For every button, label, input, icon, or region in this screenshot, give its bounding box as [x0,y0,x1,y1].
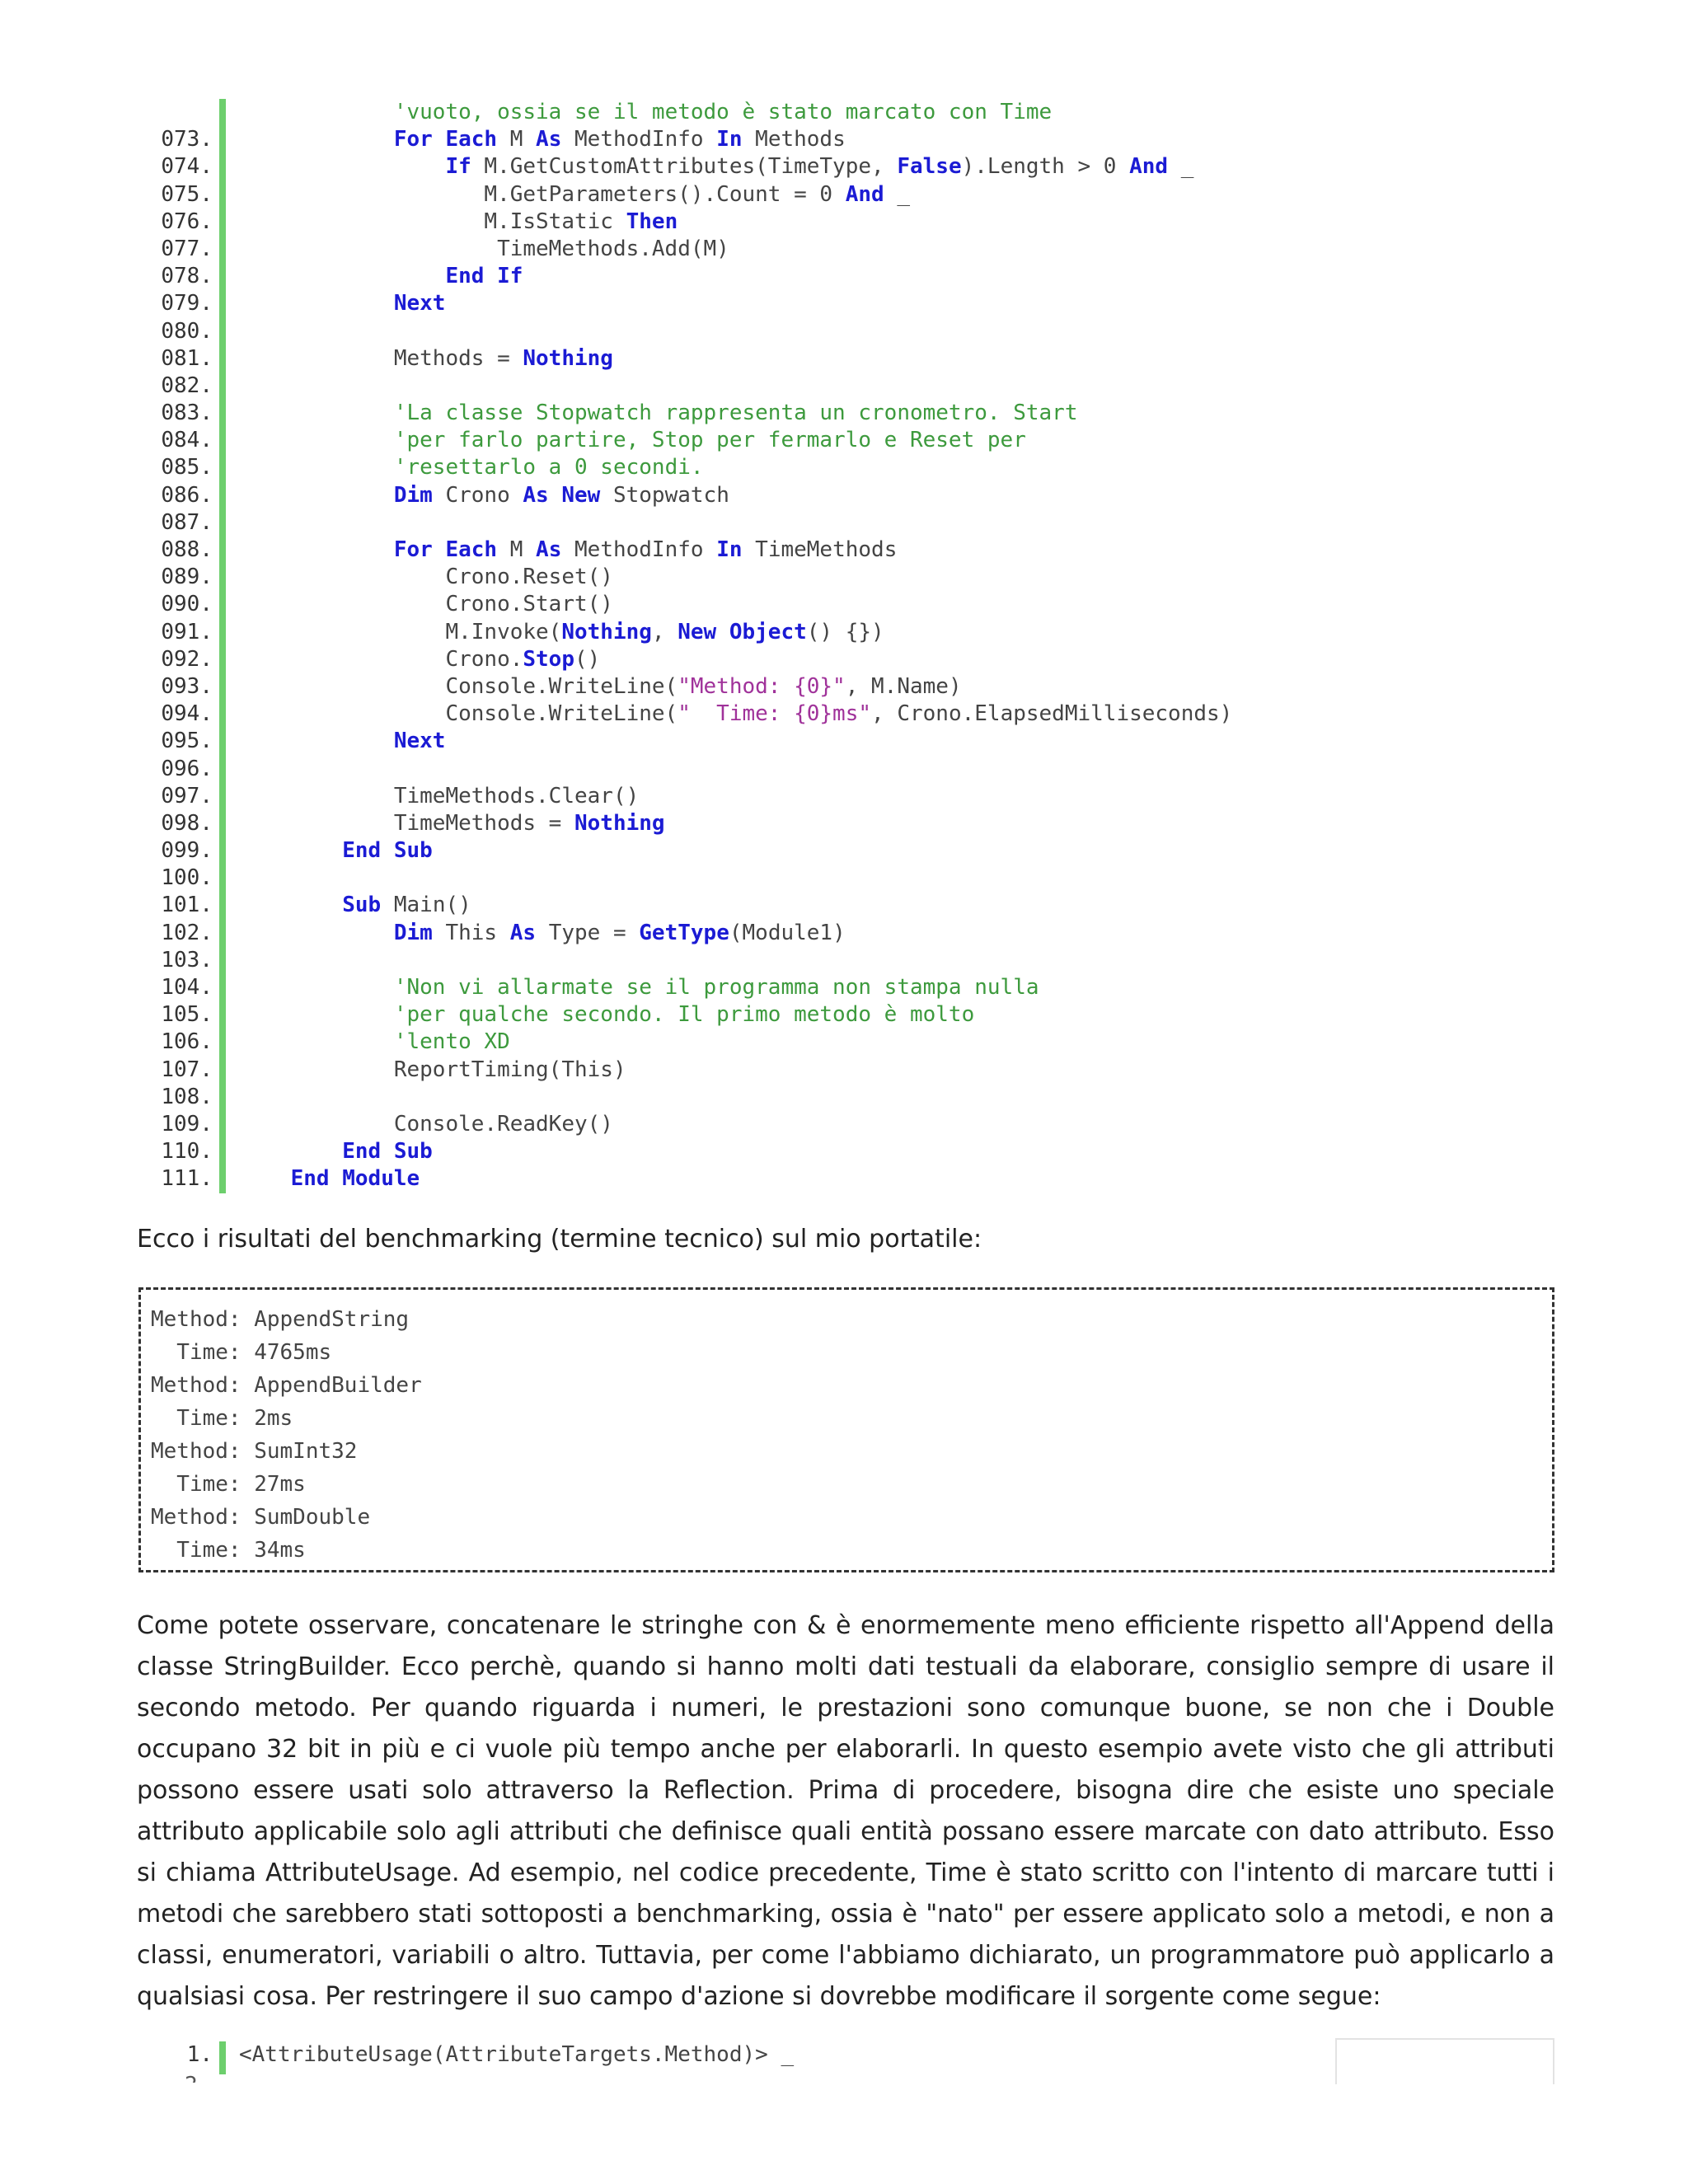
code-line [239,564,613,591]
code-line [239,810,665,837]
code-comment: 'per qualche secondo. Il primo metodo è molto [393,1002,975,1028]
code-line-row [124,345,1566,373]
code-text: MethodInfo [561,127,717,152]
code-line [239,400,1077,427]
code-line [239,1138,433,1165]
code-keyword: Dim [393,920,433,945]
line-number: 076. [161,209,213,234]
code-text [239,838,342,863]
code-text [239,537,394,562]
code-line-row [124,126,1566,153]
code-text [239,401,394,425]
code-text: , [651,619,678,644]
code-comment: 'lento XD [393,1029,510,1055]
code-line-row [124,181,1566,209]
line-number: 077. [161,236,213,261]
code-text: ).Length > 0 [961,154,1130,180]
code-keyword: And [1129,154,1169,180]
line-number: 1. [186,2042,213,2067]
line-number: 079. [161,291,213,316]
code-keyword: End Sub [342,838,433,864]
code-line [239,236,729,263]
code-line-row [124,1084,1566,1111]
line-number: 096. [161,756,213,781]
code-string: " Time: {0}ms" [678,701,872,727]
code-text [239,921,394,945]
code-line-row [124,482,1566,509]
line-number: 085. [161,455,213,480]
line-number: 075. [161,181,213,207]
code-text: ReportTiming(This) [239,1057,626,1082]
code-string: "Method: {0}" [678,673,846,699]
code-line [239,1165,420,1193]
line-number: 091. [161,619,213,644]
code-text: Crono.Start() [239,592,613,617]
code-line-row [124,837,1566,865]
page-corner-frame [1335,2038,1554,2084]
line-number: 090. [161,592,213,617]
code-line-row [124,236,1566,263]
line-number: 106. [161,1029,213,1055]
code-line [239,263,523,290]
line-number: 092. [161,646,213,672]
code-text [239,1139,342,1164]
code-line-row [124,619,1566,646]
line-number: 109. [161,1111,213,1137]
code-line [239,1029,510,1056]
code-comment: 'resettarlo a 0 secondi. [393,455,704,480]
line-number: 081. [161,345,213,371]
code-line [239,99,1052,126]
code-keyword: In [716,537,743,562]
code-line-row [124,1111,1566,1138]
output-line: Method: AppendString [151,1307,410,1332]
code-text: M [497,537,537,562]
line-number: 111. [161,1166,213,1192]
code-text [239,1166,291,1191]
code-keyword: Nothing [523,345,613,371]
code-keyword: GetType [639,920,729,945]
code-keyword: Stop [523,646,574,672]
code-line [239,209,678,236]
code-text: Type = [536,920,640,945]
code-text [239,483,394,508]
code-text: MethodInfo [561,537,717,562]
code-line [239,290,445,317]
output-line: Time: 27ms [151,1472,306,1497]
code-line-row [124,564,1566,591]
output-line: Method: SumDouble [151,1505,371,1530]
code-line-row [124,1057,1566,1084]
code-line [239,974,1039,1001]
code-text: M.IsStatic [239,209,626,234]
code-keyword: As [536,127,562,152]
code-line [239,892,471,919]
code-line-row [124,646,1566,673]
code-line-row [124,974,1566,1001]
code-keyword: Next [393,291,446,316]
code-line-row [124,318,1566,345]
code-keyword: End Sub [342,1139,433,1165]
code-line [239,427,1026,454]
code-text [239,1002,394,1027]
code-line-row [124,209,1566,236]
code-text: Crono. [239,646,523,672]
code-line-row [124,509,1566,537]
code-line [239,181,910,209]
code-keyword: End Module [290,1166,420,1192]
code-text: TimeMethods = [239,810,574,836]
line-number: 086. [161,482,213,508]
code-line [239,537,897,564]
code-keyword: Nothing [561,619,652,644]
code-keyword: Dim [393,482,433,508]
line-number: 110. [161,1139,213,1165]
code-line [239,1001,974,1029]
code-line [239,345,613,373]
code-line [239,454,704,481]
code-line-row [124,400,1566,427]
code-keyword: For Each [393,537,498,562]
code-line [239,619,884,646]
code-comment: 'Non vi allarmate se il programma non stampa nulla [393,975,1039,1000]
code-text: , Crono.ElapsedMilliseconds) [871,701,1233,727]
line-number: 104. [161,975,213,1000]
line-number: 083. [161,401,213,426]
code-text [239,428,394,452]
code-text: () {}) [806,619,884,644]
body-paragraph: Come potete osservare, concatenare le stringhe con & è enormemente meno efficiente rispetto all'Append della classe StringBuilder. Ecco perchè, quando si hanno molti dati testuali da elaborare, consiglio sempre di usare il secondo metodo. Per quando riguarda i numeri, le prestazioni sono comunque buone, se non che i Double occupano 32 bit in più e ci vuole più tempo anche per elaborarli. In questo esempio avete visto che gli attributi possono essere usati solo attraverso la Reflection. Prima di procedere, bisogna dire che esiste uno speciale attributo applicabile solo agli attributi che definisce quali entità possano essere marcate con dato attributo. Esso si chiama AttributeUsage. Ad esempio, nel codice precedente, Time è stato scritto con l'intento di marcare tutti i metodi che sarebbero stati sottoposti a benchmarking, ossia è "nato" per essere applicato solo a metodi, e non a classi, enumeratori, variabili o altro. Tuttavia, per come l'abbiamo dichiarato, un programmatore può applicarlo a qualsiasi cosa. Per restringere il suo campo d'azione si dovrebbe modificare il sorgente come segue: [137,1611,1554,2011]
results-intro-text: Ecco i risultati del benchmarking (termine tecnico) sul mio portatile: [137,1225,982,1254]
code-text: Crono.Reset() [239,565,613,590]
code-line [239,1057,626,1084]
code-text [239,975,394,1000]
code-line [239,591,613,618]
code-line-row [124,728,1566,755]
line-number: 095. [161,729,213,754]
code-line-row [124,537,1566,564]
code-text [239,893,342,917]
code-comment: 'vuoto, ossia se il metodo è stato marcato con Time [393,100,1053,124]
code-keyword: Then [626,209,678,234]
code-text [239,729,394,753]
line-number: 099. [161,838,213,864]
line-number: 093. [161,673,213,699]
line-number: 108. [161,1084,213,1109]
code-keyword: In [716,127,743,152]
code-line-row [124,153,1566,180]
code-comment: 'La classe Stopwatch rappresenta un cronometro. Start [393,401,1078,426]
code-line [239,153,1193,180]
code-line [239,728,445,755]
code-keyword: End If [445,264,523,289]
code-text: Crono [432,482,523,508]
page-bottom-margin [0,2085,1688,2184]
code-keyword: Sub [342,893,382,918]
line-number: 073. [161,127,213,152]
code-text [239,291,394,316]
code-line [239,701,1232,728]
line-number: 105. [161,1002,213,1028]
code-text: Console.WriteLine( [239,701,678,727]
code-text [239,154,445,179]
code-text [239,127,394,152]
code-line [239,126,846,153]
code-text: Stopwatch [600,482,729,508]
code-keyword: Next [393,729,446,754]
code-text: M.GetCustomAttributes(TimeType, [471,154,898,180]
code-line [239,920,846,947]
line-number: 100. [161,865,213,891]
code-text [239,100,394,124]
code-line-row [124,1029,1566,1056]
code-keyword: For Each [393,127,498,152]
line-number: 102. [161,920,213,945]
code-line-row [124,373,1566,400]
code-line-row [124,756,1566,783]
code-line [239,646,600,673]
line-number: 103. [161,947,213,972]
code-text: , M.Name) [845,673,962,699]
code-comment: 'per farlo partire, Stop per fermarlo e Reset per [393,428,1026,453]
code-line [239,1111,613,1138]
code-text: Console.WriteLine( [239,673,678,699]
line-number: 088. [161,537,213,562]
code-text [239,264,445,288]
line-number: 101. [161,893,213,918]
code-line-row [124,263,1566,290]
output-line: Time: 4765ms [151,1340,332,1365]
code-text: _ [1168,154,1194,180]
code-keyword: As New [523,482,601,508]
code-line-row [124,810,1566,837]
code-keyword: New Object [678,619,807,644]
line-number: 107. [161,1057,213,1082]
code-line-row [124,1138,1566,1165]
code-keyword: Nothing [574,810,665,836]
code-text: TimeMethods [742,537,898,562]
output-line: Time: 2ms [151,1406,293,1431]
line-number: 094. [161,701,213,727]
line-number: 087. [161,509,213,535]
line-number: 074. [161,154,213,180]
code-text: TimeMethods.Clear() [239,783,640,808]
code-text: _ [884,181,910,207]
code-listing [124,99,1566,1193]
code-line-row [124,701,1566,728]
output-line: Method: AppendBuilder [151,1373,422,1398]
code-gutter-bar [219,2041,226,2074]
code-line-row [124,892,1566,919]
code-text: Main() [381,893,471,918]
line-number: 084. [161,428,213,453]
console-output-box [138,1287,1554,1572]
code-line [239,482,729,509]
code-text: M.GetParameters().Count = 0 [239,181,846,207]
code-text: M [497,127,537,152]
code-line-row [124,591,1566,618]
code-keyword: False [897,154,962,180]
code-text: Methods [742,127,846,152]
code-line-row [124,454,1566,481]
code-line-row [124,783,1566,810]
code-line: <AttributeUsage(AttributeTargets.Method)> _ [239,2042,795,2067]
code-text: M.Invoke( [239,619,562,644]
code-text [239,455,394,480]
code-line-row [124,1165,1566,1193]
code-line-row [124,427,1566,454]
code-text: () [574,646,601,672]
code-line-row [124,99,1566,126]
output-line: Method: SumInt32 [151,1439,358,1464]
line-number: 097. [161,783,213,808]
code-line [239,837,433,865]
line-number: 082. [161,373,213,398]
code-text: Methods = [239,345,523,371]
code-keyword: And [845,181,884,207]
line-number: 098. [161,810,213,836]
code-line [239,673,962,701]
output-line: Time: 34ms [151,1538,306,1563]
code-text [239,1029,394,1054]
code-line-row [124,673,1566,701]
code-text: Console.ReadKey() [239,1111,613,1137]
code-text: This [432,920,510,945]
code-text: TimeMethods.Add(M) [239,236,729,261]
line-number: 078. [161,264,213,289]
code-line-row [124,290,1566,317]
code-line-row [124,865,1566,892]
code-keyword: If [445,154,471,180]
code-line [239,783,639,810]
code-line-row [124,947,1566,974]
code-line-row [124,1001,1566,1029]
line-number: 080. [161,318,213,344]
code-keyword: As [509,920,537,945]
code-text: (Module1) [729,920,846,945]
line-number: 089. [161,565,213,590]
code-keyword: As [536,537,562,562]
code-line-row [124,920,1566,947]
